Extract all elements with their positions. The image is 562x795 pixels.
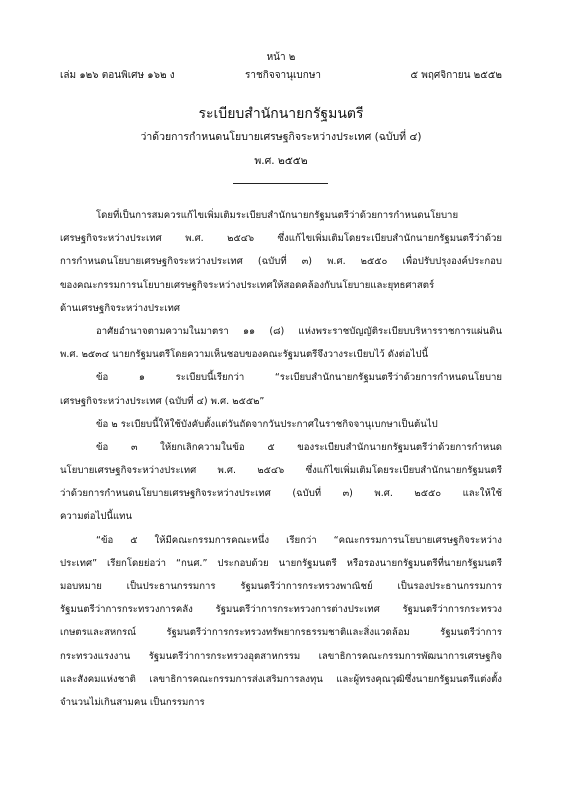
body-line: อาศัยอำนาจตามความในมาตรา ๑๑ (๘) แห่งพระราชบัญญัติระเบียบบริหารราชการแผ่นดิน: [96, 325, 502, 337]
body-line: เกษตรและสหกรณ์ รัฐมนตรีว่าการกระทรวงทรัพยากรธรรมชาติและสิ่งแวดล้อม รัฐมนตรีว่าการ: [60, 627, 502, 639]
body-line: ของคณะกรรมการนโยบายเศรษฐกิจระหว่างประเทศให้สอดคล้องกับนโยบายและยุทธศาสตร์: [60, 279, 435, 291]
body-line: เศรษฐกิจระหว่างประเทศ (ฉบับที่ ๔) พ.ศ. ๒๕๕๒”: [60, 395, 265, 407]
body-line: ข้อ ๓ ให้ยกเลิกความในข้อ ๕ ของระเบียบสำนักนายกรัฐมนตรีว่าด้วยการกำหนด: [96, 441, 502, 453]
body-line: ด้านเศรษฐกิจระหว่างประเทศ: [60, 302, 180, 314]
body-line: การกำหนดนโยบายเศรษฐกิจระหว่างประเทศ (ฉบับที่ ๓) พ.ศ. ๒๕๕๐ เพื่อปรับปรุงองค์ประกอบ: [60, 256, 502, 268]
body-line: นโยบายเศรษฐกิจระหว่างประเทศ พ.ศ. ๒๕๔๖ ซึ่งแก้ไขเพิ่มเติมโดยระเบียบสำนักนายกรัฐมนตรี: [60, 465, 502, 477]
title-divider: [233, 183, 328, 184]
document-year: พ.ศ. ๒๕๕๒: [254, 155, 308, 167]
body-line: จำนวนไม่เกินสามคน เป็นกรรมการ: [60, 696, 205, 708]
body-line: โดยที่เป็นการสมควรแก้ไขเพิ่มเติมระเบียบสำนักนายกรัฐมนตรีว่าด้วยการกำหนดนโยบาย: [96, 210, 459, 221]
document-subtitle: ว่าด้วยการกำหนดนโยบายเศรษฐกิจระหว่างประเทศ (ฉบับที่ ๔): [140, 131, 422, 143]
body-line: มอบหมาย เป็นประธานกรรมการ รัฐมนตรีว่าการกระทรวงพาณิชย์ เป็นรองประธานกรรมการ: [60, 581, 502, 592]
body-line: ความต่อไปนี้แทน: [60, 511, 133, 523]
body-line: และสังคมแห่งชาติ เลขาธิการคณะกรรมการส่งเสริมการลงทุน และผู้ทรงคุณวุฒิซึ่งนายกรัฐมนตรีแต่งตั้ง: [60, 673, 502, 685]
gazette-header: [60, 68, 502, 82]
body-line: เศรษฐกิจระหว่างประเทศ พ.ศ. ๒๕๔๖ ซึ่งแก้ไขเพิ่มเติมโดยระเบียบสำนักนายกรัฐมนตรีว่าด้วย: [60, 233, 502, 245]
body-line: ข้อ ๑ ระเบียบนี้เรียกว่า “ระเบียบสำนักนายกรัฐมนตรีว่าด้วยการกำหนดนโยบาย: [96, 372, 502, 384]
body-line: รัฐมนตรีว่าการกระทรวงการคลัง รัฐมนตรีว่าการกระทรวงการต่างประเทศ รัฐมนตรีว่าการกระทรวง: [60, 604, 502, 616]
page-number: หน้า ๒: [266, 52, 296, 63]
document-title: ระเบียบสำนักนายกรัฐมนตรี: [198, 106, 364, 122]
publication-date: ๕ พฤศจิกายน ๒๕๕๒: [410, 70, 502, 81]
body-line: พ.ศ. ๒๕๓๔ นายกรัฐมนตรีโดยความเห็นชอบของคณะรัฐมนตรีจึงวางระเบียบไว้ ดังต่อไปนี้: [60, 349, 429, 361]
document-body: [60, 204, 502, 714]
body-line: กระทรวงแรงงาน รัฐมนตรีว่าการกระทรวงอุตสาหกรรม เลขาธิการคณะกรรมการพัฒนาการเศรษฐกิจ: [60, 650, 502, 662]
body-line: ข้อ ๒ ระเบียบนี้ให้ใช้บังคับตั้งแต่วันถัดจากวันประกาศในราชกิจจานุเบกษาเป็นต้นไป: [96, 418, 438, 430]
volume-info: เล่ม ๑๒๖ ตอนพิเศษ ๑๖๒ ง: [60, 70, 175, 81]
body-line: ประเทศ” เรียกโดยย่อว่า “กนศ.” ประกอบด้วย นายกรัฐมนตรี หรือรองนายกรัฐมนตรีที่นายกรัฐมนตรี: [60, 557, 502, 569]
body-line: ว่าด้วยการกำหนดนโยบายเศรษฐกิจระหว่างประเทศ (ฉบับที่ ๓) พ.ศ. ๒๕๕๐ และให้ใช้: [60, 488, 502, 500]
gazette-name: ราชกิจจานุเบกษา: [245, 70, 322, 81]
body-line: “ข้อ ๕ ให้มีคณะกรรมการคณะหนึ่ง เรียกว่า “คณะกรรมการนโยบายเศรษฐกิจระหว่าง: [96, 534, 502, 546]
